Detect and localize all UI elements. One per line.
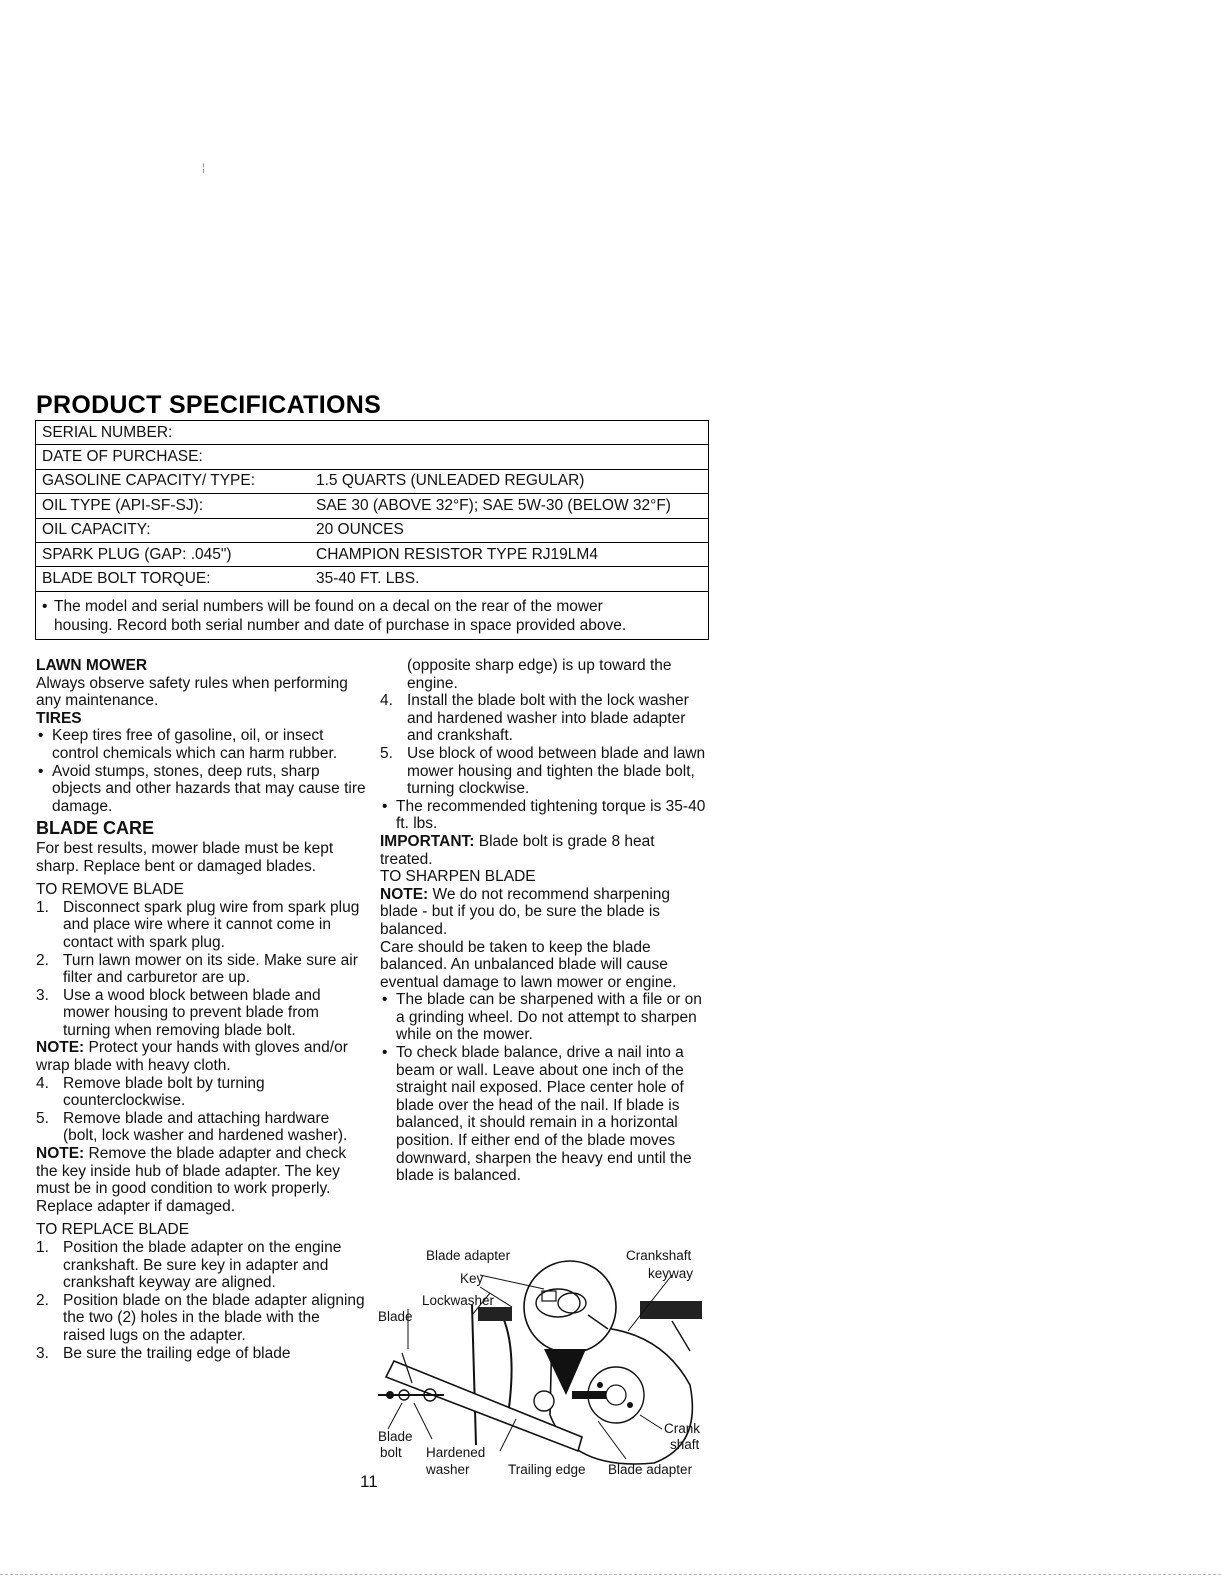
spec-value: 20 OUNCES [316,521,404,539]
spec-row [36,519,708,543]
spec-row [36,421,708,445]
step-number: 1. [36,898,49,916]
spec-value: SAE 30 (ABOVE 32°F); SAE 5W-30 (BELOW 32°F) [316,496,671,514]
note-line-1: The model and serial numbers will be found on a decal on the rear of the mower [54,597,603,615]
step-text: Install the blade bolt with the lock washer and hardened washer into blade adapter and crankshaft. [407,692,689,745]
label-hardened-1: Hardened [426,1445,486,1460]
note-sharpening [380,886,710,939]
spec-row [36,470,708,494]
step-number: 3. [36,986,49,1004]
spec-value: CHAMPION RESISTOR TYPE RJ19LM4 [316,545,598,563]
spec-row [36,445,708,469]
replace-step [36,1239,366,1292]
lawn-mower-text: Always observe safety rules when performing any maintenance. [36,674,348,710]
label-blade-adapter: Blade adapter [426,1248,511,1263]
replace-step [380,692,710,745]
step-text: Remove blade bolt by turning counterclockwise. [63,1074,265,1110]
note-text: Protect your hands with gloves and/or wrap blade with heavy cloth. [36,1039,348,1075]
step-3-continued: (opposite sharp edge) is up toward the engine. [407,657,672,692]
replace-step [380,745,710,798]
spec-label: OIL CAPACITY: [42,521,151,539]
spec-note [36,592,708,639]
blade-assembly-diagram [372,1245,708,1483]
step-number: 5. [380,744,393,762]
page-number: 11 [360,1472,378,1491]
right-column [380,657,710,1185]
sharpen-bullet: • The blade can be sharpened with a file or on a grinding wheel. Do not attempt to sharpen while on the mower. [380,991,710,1044]
label-crankshaft: Crankshaft [626,1248,692,1263]
spec-label: OIL TYPE (API-SF-SJ): [42,496,204,514]
note-line-2: housing. Record both serial number and date of purchase in space provided above. [54,616,627,634]
important-text: Blade bolt is grade 8 heat treated. [380,832,655,868]
left-column [36,657,366,1362]
spec-label: GASOLINE CAPACITY/ TYPE: [42,472,256,490]
tires-bullet: • Keep tires free of gasoline, oil, or insect control chemicals which can harm rubber. [36,727,366,762]
note-protect-hands [36,1039,366,1074]
step-number: 5. [36,1109,49,1127]
spec-value: 35-40 FT. LBS. [316,570,420,588]
remove-step [36,899,366,952]
remove-step [36,1075,366,1110]
step-text: Disconnect spark plug wire from spark plug and place wire where it cannot come in contact with spark plug. [63,898,360,951]
blade-care-text: For best results, mower blade must be kept sharp. Replace bent or damaged blades. [36,839,334,875]
important-label: IMPORTANT: [380,832,475,850]
spec-row [36,543,708,567]
remove-step [36,952,366,987]
replace-step [36,1345,366,1363]
label-shaft: shaft [670,1437,700,1452]
note-label: NOTE: [36,1145,85,1163]
blade-care-heading: BLADE CARE [36,818,155,839]
spec-label: BLADE BOLT TORQUE: [42,570,211,588]
spec-label: DATE OF PURCHASE: [42,448,203,466]
note-text: We do not recommend sharpening blade - but if you do, be sure the blade is balanced. [380,885,671,938]
spec-row [36,494,708,518]
label-trailing-edge: Trailing edge [508,1462,586,1477]
care-text: Care should be taken to keep the blade balanced. An unbalanced blade will cause eventual damage to lawn mower or engine. [380,938,677,991]
remove-blade-heading: TO REMOVE BLADE [36,881,184,899]
step-text: Use a wood block between blade and mower housing to prevent blade from turning when removing blade bolt. [63,986,321,1039]
spec-value: 1.5 QUARTS (UNLEADED REGULAR) [316,472,585,490]
label-keyway: keyway [648,1266,694,1281]
note-label: NOTE: [380,885,429,903]
stray-mark: ¦ [202,163,205,174]
step-number: 1. [36,1239,49,1256]
bullet-text: Keep tires free of gasoline, oil, or insect control chemicals which can harm rubber. [52,727,338,762]
step-number: 2. [36,951,49,969]
label-lockwasher: Lockwasher [422,1293,495,1308]
page-title: PRODUCT SPECIFICATIONS [36,391,382,419]
note-blade-adapter [36,1145,366,1215]
important-note [380,833,710,868]
label-hardened-2: washer [426,1462,470,1477]
bullet-text: Avoid stumps, stones, deep ruts, sharp objects and other hazards that may cause tire damage. [52,762,366,815]
note-label: NOTE: [36,1039,85,1057]
label-crank: Crank [664,1421,701,1436]
step-text: Position the blade adapter on the engine crankshaft. Be sure key in adapter and crankshaft keyway are aligned. [63,1239,342,1292]
step-text: Be sure the trailing edge of blade [63,1344,291,1362]
step-number: 4. [36,1074,49,1092]
bullet-text: The recommended tightening torque is 35-40 ft. lbs. [396,797,706,833]
step-number: 2. [36,1291,49,1309]
label-blade-bolt-1: Blade [378,1429,413,1444]
step-number: 3. [36,1344,49,1362]
remove-step [36,987,366,1040]
label-blade-adapter-bottom: Blade adapter [608,1462,693,1477]
replace-step [36,1292,366,1345]
note-text: Remove the blade adapter and check the key inside hub of blade adapter. The key must be in good condition to work properly. Replace adapter if damaged. [36,1145,347,1215]
tires-heading: TIRES [36,709,82,727]
tires-bullet: • Avoid stumps, stones, deep ruts, sharp objects and other hazards that may cause tire damage. [38,762,366,815]
remove-step [36,1110,366,1145]
detail-magnifier [524,1261,616,1395]
label-key: Key [460,1271,484,1286]
label-blade-bolt-2: bolt [380,1445,402,1460]
spec-table [35,420,709,640]
step-text: Position blade on the blade adapter aligning the two (2) holes in the blade with the raised lugs on the adapter. [63,1291,365,1344]
step-text: Remove blade and attaching hardware (bolt, lock washer and hardened washer). [63,1109,348,1145]
step-text: Turn lawn mower on its side. Make sure air filter and carburetor are up. [63,951,358,987]
spec-label: SERIAL NUMBER: [42,423,173,441]
lawn-mower-heading: LAWN MOWER [36,657,148,674]
bullet-text: To check blade balance, drive a nail into a beam or wall. Leave about one inch of the straight nail exposed. Place center hole of blade over the head of the nail. If blade is balanced, it should remain in a horizontal position. If either end of the blade moves downward, sharpen the heavy end until the blade is balanced. [396,1044,692,1185]
step-text: Use block of wood between blade and lawn mower housing and tighten the blade bolt, turning clockwise. [407,744,706,798]
sharpen-blade-heading: TO SHARPEN BLADE [380,868,536,886]
step-number: 4. [380,692,393,710]
balance-bullet: • To check blade balance, drive a nail into a beam or wall. Leave about one inch of the straight nail exposed. Place center hole of blade over the head of the nail. If blade is balanced, it should remain in a horizontal position. If either end of the blade moves downward, sharpen the heavy end until the blade is balanced. [380,1044,710,1185]
bullet-text: The blade can be sharpened with a file or on a grinding wheel. Do not attempt to sharpen while on the mower. [396,991,702,1044]
label-blade: Blade [378,1309,413,1324]
page-bottom-rule [0,1574,1221,1575]
spec-label: SPARK PLUG (GAP: .045") [42,545,232,563]
replace-blade-heading: TO REPLACE BLADE [36,1221,190,1239]
torque-bullet: • The recommended tightening torque is 35-40 ft. lbs. [380,798,710,833]
note-bullet: • [42,597,48,615]
spec-row [36,567,708,591]
